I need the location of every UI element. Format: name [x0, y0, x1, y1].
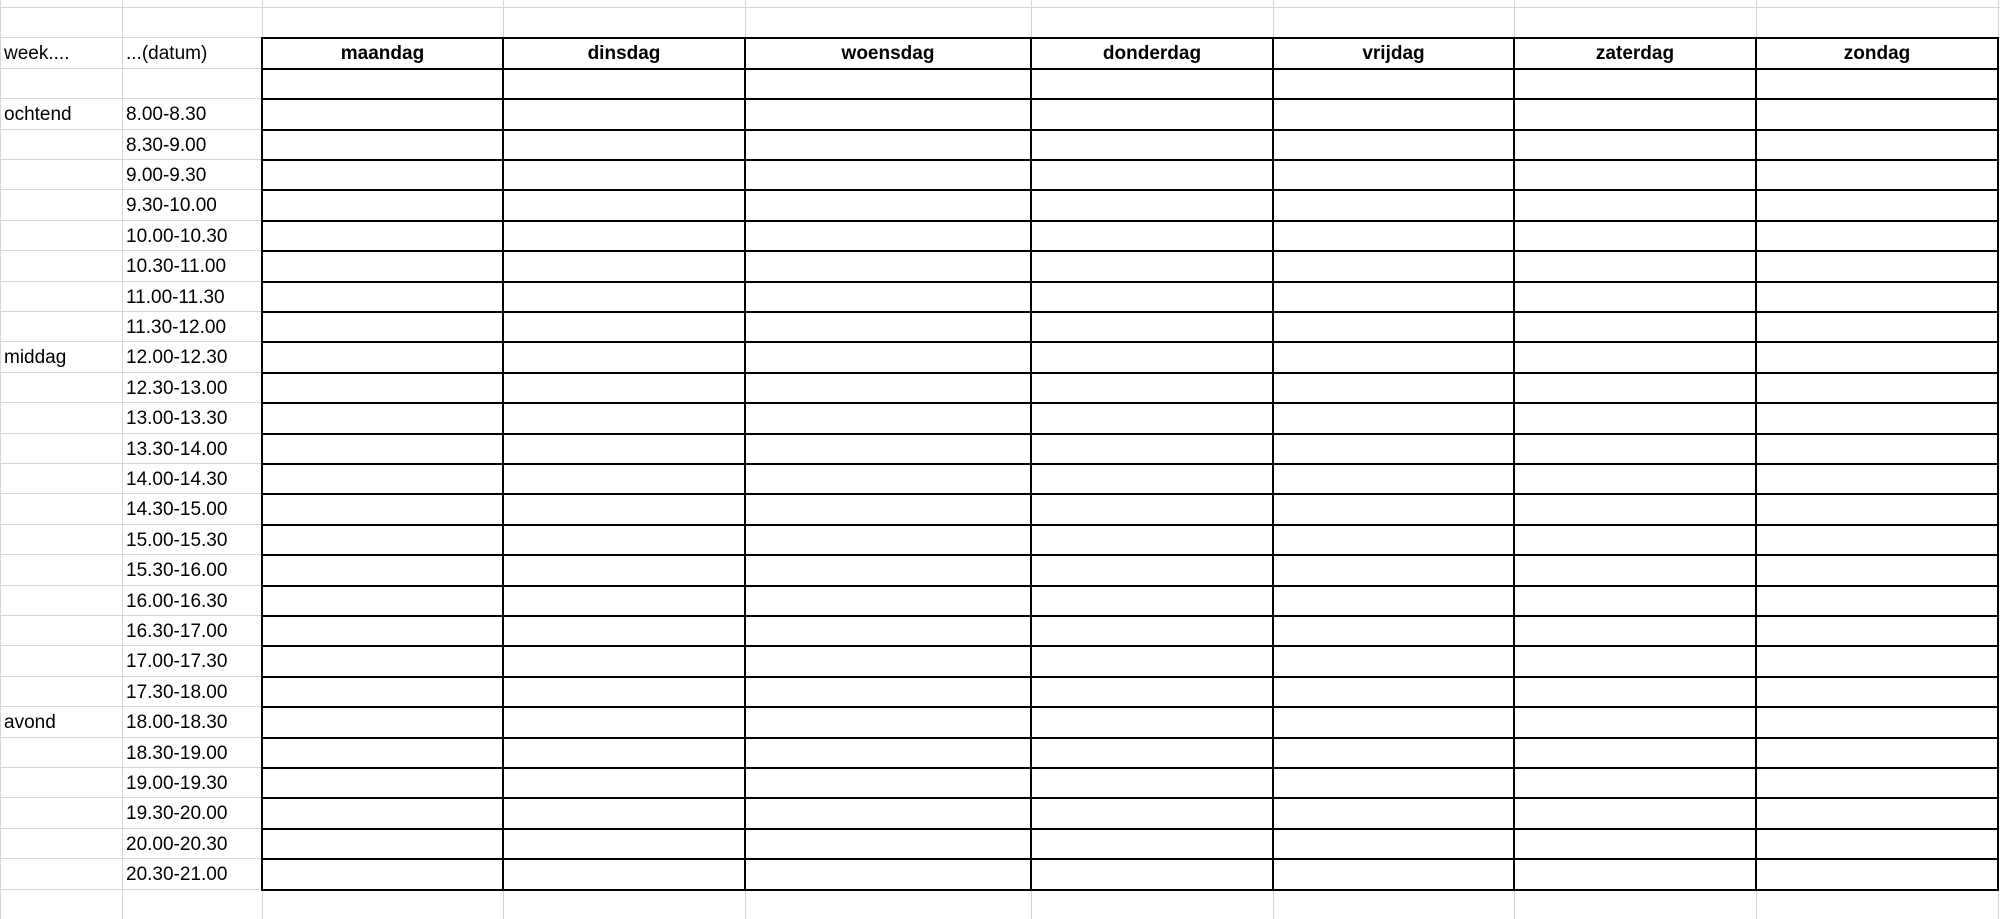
schedule-cell[interactable]	[262, 372, 503, 402]
table-border-horizontal	[261, 250, 1999, 252]
day-header-donderdag[interactable]: donderdag	[1102, 43, 1202, 64]
schedule-cell[interactable]	[503, 98, 745, 128]
schedule-cell[interactable]	[1756, 98, 1998, 128]
schedule-cell[interactable]	[1031, 828, 1273, 858]
schedule-cell[interactable]	[1514, 250, 1756, 280]
schedule-cell[interactable]	[262, 281, 503, 311]
table-border-horizontal	[261, 767, 1999, 769]
schedule-cell[interactable]	[1756, 645, 1998, 675]
schedule-cell[interactable]	[262, 737, 503, 767]
schedule-cell[interactable]	[1756, 220, 1998, 250]
schedule-cell[interactable]	[1273, 676, 1514, 706]
schedule-cell[interactable]	[262, 341, 503, 371]
schedule-cell[interactable]	[1273, 737, 1514, 767]
day-header-zaterdag[interactable]: zaterdag	[1595, 43, 1675, 64]
schedule-cell[interactable]	[1273, 615, 1514, 645]
schedule-cell[interactable]	[1031, 189, 1273, 219]
schedule-cell[interactable]	[262, 706, 503, 736]
schedule-cell[interactable]	[1273, 767, 1514, 797]
schedule-cell[interactable]	[1273, 463, 1514, 493]
time-slot-label[interactable]: 17.00-17.30	[126, 651, 228, 672]
table-border-horizontal	[261, 220, 1999, 222]
schedule-cell[interactable]	[262, 189, 503, 219]
schedule-cell[interactable]	[1514, 828, 1756, 858]
schedule-cell[interactable]	[503, 676, 745, 706]
schedule-cell[interactable]	[262, 524, 503, 554]
schedule-cell[interactable]	[262, 463, 503, 493]
schedule-cell[interactable]	[1031, 159, 1273, 189]
schedule-cell[interactable]	[1273, 828, 1514, 858]
schedule-cell[interactable]	[1031, 585, 1273, 615]
schedule-cell[interactable]	[1273, 524, 1514, 554]
schedule-cell[interactable]	[745, 585, 1031, 615]
schedule-cell[interactable]	[745, 220, 1031, 250]
schedule-cell[interactable]	[1273, 98, 1514, 128]
schedule-cell[interactable]	[1514, 676, 1756, 706]
time-slot-label[interactable]: 16.30-17.00	[126, 621, 228, 642]
schedule-cell[interactable]	[503, 402, 745, 432]
time-slot-label[interactable]: 10.30-11.00	[126, 256, 227, 277]
schedule-cell[interactable]	[262, 554, 503, 584]
schedule-cell[interactable]	[1756, 554, 1998, 584]
schedule-cell[interactable]	[503, 585, 745, 615]
table-border-horizontal	[261, 858, 1999, 860]
schedule-cell[interactable]	[1756, 129, 1998, 159]
table-border-horizontal	[261, 889, 1999, 891]
schedule-cell[interactable]	[1514, 524, 1756, 554]
time-slot-label[interactable]: 9.00-9.30	[126, 165, 207, 186]
schedule-cell[interactable]	[745, 706, 1031, 736]
schedule-cell[interactable]	[1273, 554, 1514, 584]
schedule-cell[interactable]	[1514, 615, 1756, 645]
schedule-cell[interactable]	[1031, 129, 1273, 159]
schedule-cell[interactable]	[1514, 159, 1756, 189]
schedule-cell[interactable]	[262, 767, 503, 797]
schedule-cell[interactable]	[262, 828, 503, 858]
schedule-cell[interactable]	[503, 341, 745, 371]
time-slot-label[interactable]: 16.00-16.30	[126, 591, 228, 612]
schedule-cell[interactable]	[1756, 372, 1998, 402]
table-border-horizontal	[261, 341, 1999, 343]
period-label-middag[interactable]: middag	[4, 347, 67, 368]
table-border-horizontal	[261, 311, 1999, 313]
schedule-cell[interactable]	[1756, 706, 1998, 736]
schedule-cell[interactable]	[1273, 68, 1514, 98]
period-label-ochtend[interactable]: ochtend	[4, 104, 72, 125]
schedule-cell[interactable]	[503, 281, 745, 311]
table-border-horizontal	[261, 615, 1999, 617]
schedule-cell[interactable]	[745, 311, 1031, 341]
schedule-cell[interactable]	[1031, 341, 1273, 371]
schedule-cell[interactable]	[1514, 311, 1756, 341]
schedule-cell[interactable]	[1031, 250, 1273, 280]
schedule-cell[interactable]	[1756, 797, 1998, 827]
grid-row-line	[0, 7, 2000, 8]
schedule-cell[interactable]	[1514, 433, 1756, 463]
schedule-cell[interactable]	[1273, 189, 1514, 219]
table-border-horizontal	[261, 676, 1999, 678]
schedule-cell[interactable]	[745, 828, 1031, 858]
schedule-cell[interactable]	[262, 858, 503, 888]
time-slot-label[interactable]: 20.30-21.00	[126, 864, 228, 885]
schedule-cell[interactable]	[745, 68, 1031, 98]
schedule-cell[interactable]	[1273, 311, 1514, 341]
schedule-cell[interactable]	[1756, 493, 1998, 523]
schedule-cell[interactable]	[745, 645, 1031, 675]
schedule-cell[interactable]	[1273, 341, 1514, 371]
schedule-cell[interactable]	[503, 615, 745, 645]
schedule-cell[interactable]	[1031, 615, 1273, 645]
schedule-cell[interactable]	[262, 797, 503, 827]
time-slot-label[interactable]: 8.30-9.00	[126, 135, 207, 156]
schedule-cell[interactable]	[745, 372, 1031, 402]
schedule-cell[interactable]	[745, 250, 1031, 280]
time-slot-label[interactable]: 14.00-14.30	[126, 469, 228, 490]
period-label-avond[interactable]: avond	[4, 712, 56, 733]
schedule-cell[interactable]	[503, 828, 745, 858]
schedule-cell[interactable]	[503, 493, 745, 523]
week-label[interactable]: week....	[4, 43, 70, 64]
schedule-cell[interactable]	[503, 706, 745, 736]
schedule-cell[interactable]	[745, 402, 1031, 432]
schedule-cell[interactable]	[745, 737, 1031, 767]
schedule-cell[interactable]	[262, 159, 503, 189]
schedule-cell[interactable]	[745, 98, 1031, 128]
schedule-cell[interactable]	[503, 524, 745, 554]
schedule-cell[interactable]	[1031, 645, 1273, 675]
time-slot-label[interactable]: 18.00-18.30	[126, 712, 228, 733]
table-border-horizontal	[261, 281, 1999, 283]
table-border-horizontal	[261, 37, 1999, 39]
schedule-cell[interactable]	[1514, 585, 1756, 615]
schedule-cell[interactable]	[503, 129, 745, 159]
schedule-cell[interactable]	[1514, 129, 1756, 159]
schedule-cell[interactable]	[745, 433, 1031, 463]
schedule-cell[interactable]	[503, 159, 745, 189]
schedule-cell[interactable]	[503, 372, 745, 402]
schedule-cell[interactable]	[262, 676, 503, 706]
schedule-cell[interactable]	[1273, 493, 1514, 523]
schedule-cell[interactable]	[745, 463, 1031, 493]
time-slot-label[interactable]: 19.00-19.30	[126, 773, 228, 794]
schedule-cell[interactable]	[1756, 250, 1998, 280]
schedule-cell[interactable]	[262, 585, 503, 615]
time-slot-label[interactable]: 11.30-12.00	[126, 317, 227, 338]
table-border-horizontal	[261, 645, 1999, 647]
table-border-horizontal	[261, 797, 1999, 799]
schedule-cell[interactable]	[1031, 98, 1273, 128]
schedule-cell[interactable]	[1756, 615, 1998, 645]
schedule-cell[interactable]	[1756, 341, 1998, 371]
time-slot-label[interactable]: 15.30-16.00	[126, 560, 228, 581]
table-border-horizontal	[261, 433, 1999, 435]
time-slot-label[interactable]: 8.00-8.30	[126, 104, 207, 125]
schedule-cell[interactable]	[1031, 676, 1273, 706]
time-slot-label[interactable]: 15.00-15.30	[126, 530, 228, 551]
schedule-cell[interactable]	[1514, 189, 1756, 219]
grid-column-line	[0, 0, 1, 919]
schedule-cell[interactable]	[1514, 493, 1756, 523]
schedule-cell[interactable]	[745, 129, 1031, 159]
schedule-cell[interactable]	[1031, 524, 1273, 554]
schedule-cell[interactable]	[503, 463, 745, 493]
day-header-dinsdag[interactable]: dinsdag	[587, 43, 661, 64]
schedule-cell[interactable]	[1514, 737, 1756, 767]
day-header-zondag[interactable]: zondag	[1843, 43, 1911, 64]
table-border-horizontal	[261, 554, 1999, 556]
schedule-cell[interactable]	[1031, 402, 1273, 432]
table-border-horizontal	[261, 585, 1999, 587]
time-slot-label[interactable]: 19.30-20.00	[126, 803, 228, 824]
schedule-cell[interactable]	[1514, 858, 1756, 888]
schedule-cell[interactable]	[503, 311, 745, 341]
schedule-cell[interactable]	[1514, 554, 1756, 584]
schedule-cell[interactable]	[1756, 463, 1998, 493]
schedule-cell[interactable]	[1031, 797, 1273, 827]
schedule-cell[interactable]	[1031, 554, 1273, 584]
day-header-maandag[interactable]: maandag	[340, 43, 425, 64]
date-label[interactable]: ...(datum)	[126, 43, 208, 64]
schedule-cell[interactable]	[1031, 433, 1273, 463]
schedule-cell[interactable]	[1514, 463, 1756, 493]
schedule-cell[interactable]	[1031, 767, 1273, 797]
time-slot-label[interactable]: 11.00-11.30	[126, 287, 225, 308]
schedule-cell[interactable]	[1273, 402, 1514, 432]
table-border-horizontal	[261, 493, 1999, 495]
table-border-horizontal	[261, 706, 1999, 708]
schedule-cell[interactable]	[1756, 402, 1998, 432]
time-slot-label[interactable]: 13.30-14.00	[126, 439, 228, 460]
schedule-cell[interactable]	[262, 645, 503, 675]
schedule-cell[interactable]	[1514, 372, 1756, 402]
schedule-cell[interactable]	[745, 797, 1031, 827]
time-slot-label[interactable]: 9.30-10.00	[126, 195, 217, 216]
schedule-cell[interactable]	[1756, 585, 1998, 615]
schedule-cell[interactable]	[745, 767, 1031, 797]
schedule-cell[interactable]	[503, 189, 745, 219]
schedule-cell[interactable]	[1756, 524, 1998, 554]
table-border-horizontal	[261, 129, 1999, 131]
schedule-cell[interactable]	[503, 433, 745, 463]
schedule-cell[interactable]	[1031, 463, 1273, 493]
schedule-cell[interactable]	[1031, 311, 1273, 341]
table-border-horizontal	[261, 189, 1999, 191]
schedule-cell[interactable]	[1273, 250, 1514, 280]
schedule-cell[interactable]	[1031, 706, 1273, 736]
schedule-cell[interactable]	[745, 159, 1031, 189]
schedule-cell[interactable]	[1273, 129, 1514, 159]
schedule-cell[interactable]	[262, 250, 503, 280]
schedule-cell[interactable]	[503, 767, 745, 797]
schedule-cell[interactable]	[745, 341, 1031, 371]
schedule-cell[interactable]	[1273, 159, 1514, 189]
schedule-cell[interactable]	[503, 250, 745, 280]
day-header-vrijdag[interactable]: vrijdag	[1362, 43, 1425, 64]
schedule-cell[interactable]	[1031, 493, 1273, 523]
table-border-horizontal	[261, 524, 1999, 526]
schedule-cell[interactable]	[1273, 797, 1514, 827]
schedule-cell[interactable]	[262, 68, 503, 98]
time-slot-label[interactable]: 10.00-10.30	[126, 226, 228, 247]
table-border-horizontal	[261, 159, 1999, 161]
schedule-cell[interactable]	[503, 797, 745, 827]
schedule-cell[interactable]	[1756, 737, 1998, 767]
schedule-cell[interactable]	[1514, 68, 1756, 98]
schedule-cell[interactable]	[1756, 433, 1998, 463]
table-border-horizontal	[261, 737, 1999, 739]
schedule-cell[interactable]	[745, 858, 1031, 888]
schedule-cell[interactable]	[1514, 402, 1756, 432]
table-border-horizontal	[261, 828, 1999, 830]
schedule-cell[interactable]	[745, 554, 1031, 584]
schedule-cell[interactable]	[1514, 706, 1756, 736]
schedule-cell[interactable]	[1756, 858, 1998, 888]
schedule-cell[interactable]	[1031, 737, 1273, 767]
schedule-cell[interactable]	[262, 493, 503, 523]
schedule-cell[interactable]	[1031, 372, 1273, 402]
schedule-cell[interactable]	[1756, 676, 1998, 706]
schedule-cell[interactable]	[1514, 797, 1756, 827]
schedule-cell[interactable]	[1514, 645, 1756, 675]
schedule-cell[interactable]	[503, 554, 745, 584]
time-slot-label[interactable]: 12.00-12.30	[126, 347, 228, 368]
table-border-horizontal	[261, 372, 1999, 374]
time-slot-label[interactable]: 13.00-13.30	[126, 408, 228, 429]
schedule-cell[interactable]	[1514, 220, 1756, 250]
schedule-cell[interactable]	[1031, 281, 1273, 311]
schedule-cell[interactable]	[745, 189, 1031, 219]
schedule-cell[interactable]	[745, 615, 1031, 645]
table-border-horizontal	[261, 68, 1999, 70]
table-border-horizontal	[261, 98, 1999, 100]
schedule-cell[interactable]	[1273, 372, 1514, 402]
schedule-cell[interactable]	[745, 524, 1031, 554]
schedule-cell[interactable]	[1273, 281, 1514, 311]
schedule-cell[interactable]	[1756, 281, 1998, 311]
schedule-cell[interactable]	[503, 645, 745, 675]
schedule-cell[interactable]	[503, 68, 745, 98]
schedule-cell[interactable]	[745, 493, 1031, 523]
table-border-horizontal	[261, 402, 1999, 404]
schedule-cell[interactable]	[503, 858, 745, 888]
schedule-cell[interactable]	[1514, 98, 1756, 128]
schedule-cell[interactable]	[262, 129, 503, 159]
schedule-cell[interactable]	[1756, 767, 1998, 797]
schedule-cell[interactable]	[745, 281, 1031, 311]
schedule-cell[interactable]	[1756, 189, 1998, 219]
schedule-cell[interactable]	[1273, 585, 1514, 615]
schedule-cell[interactable]	[1031, 68, 1273, 98]
schedule-cell[interactable]	[503, 737, 745, 767]
schedule-cell[interactable]	[1514, 341, 1756, 371]
time-slot-label[interactable]: 17.30-18.00	[126, 682, 228, 703]
schedule-cell[interactable]	[262, 402, 503, 432]
schedule-cell[interactable]	[262, 311, 503, 341]
schedule-cell[interactable]	[1273, 433, 1514, 463]
table-border-horizontal	[261, 463, 1999, 465]
time-slot-label[interactable]: 12.30-13.00	[126, 378, 228, 399]
schedule-cell[interactable]	[1756, 68, 1998, 98]
schedule-cell[interactable]	[1756, 159, 1998, 189]
schedule-cell[interactable]	[262, 433, 503, 463]
schedule-cell[interactable]	[262, 220, 503, 250]
time-slot-label[interactable]: 20.00-20.30	[126, 834, 228, 855]
schedule-cell[interactable]	[1514, 767, 1756, 797]
schedule-cell[interactable]	[1514, 281, 1756, 311]
schedule-cell[interactable]	[262, 98, 503, 128]
schedule-cell[interactable]	[1273, 706, 1514, 736]
day-header-woensdag[interactable]: woensdag	[841, 43, 935, 64]
schedule-cell[interactable]	[503, 220, 745, 250]
schedule-cell[interactable]	[745, 676, 1031, 706]
schedule-cell[interactable]	[1273, 220, 1514, 250]
schedule-cell[interactable]	[262, 615, 503, 645]
schedule-cell[interactable]	[1031, 220, 1273, 250]
time-slot-label[interactable]: 18.30-19.00	[126, 743, 228, 764]
schedule-cell[interactable]	[1031, 858, 1273, 888]
time-slot-label[interactable]: 14.30-15.00	[126, 499, 228, 520]
schedule-cell[interactable]	[1756, 828, 1998, 858]
schedule-cell[interactable]	[1273, 858, 1514, 888]
schedule-cell[interactable]	[1756, 311, 1998, 341]
schedule-cell[interactable]	[1273, 645, 1514, 675]
